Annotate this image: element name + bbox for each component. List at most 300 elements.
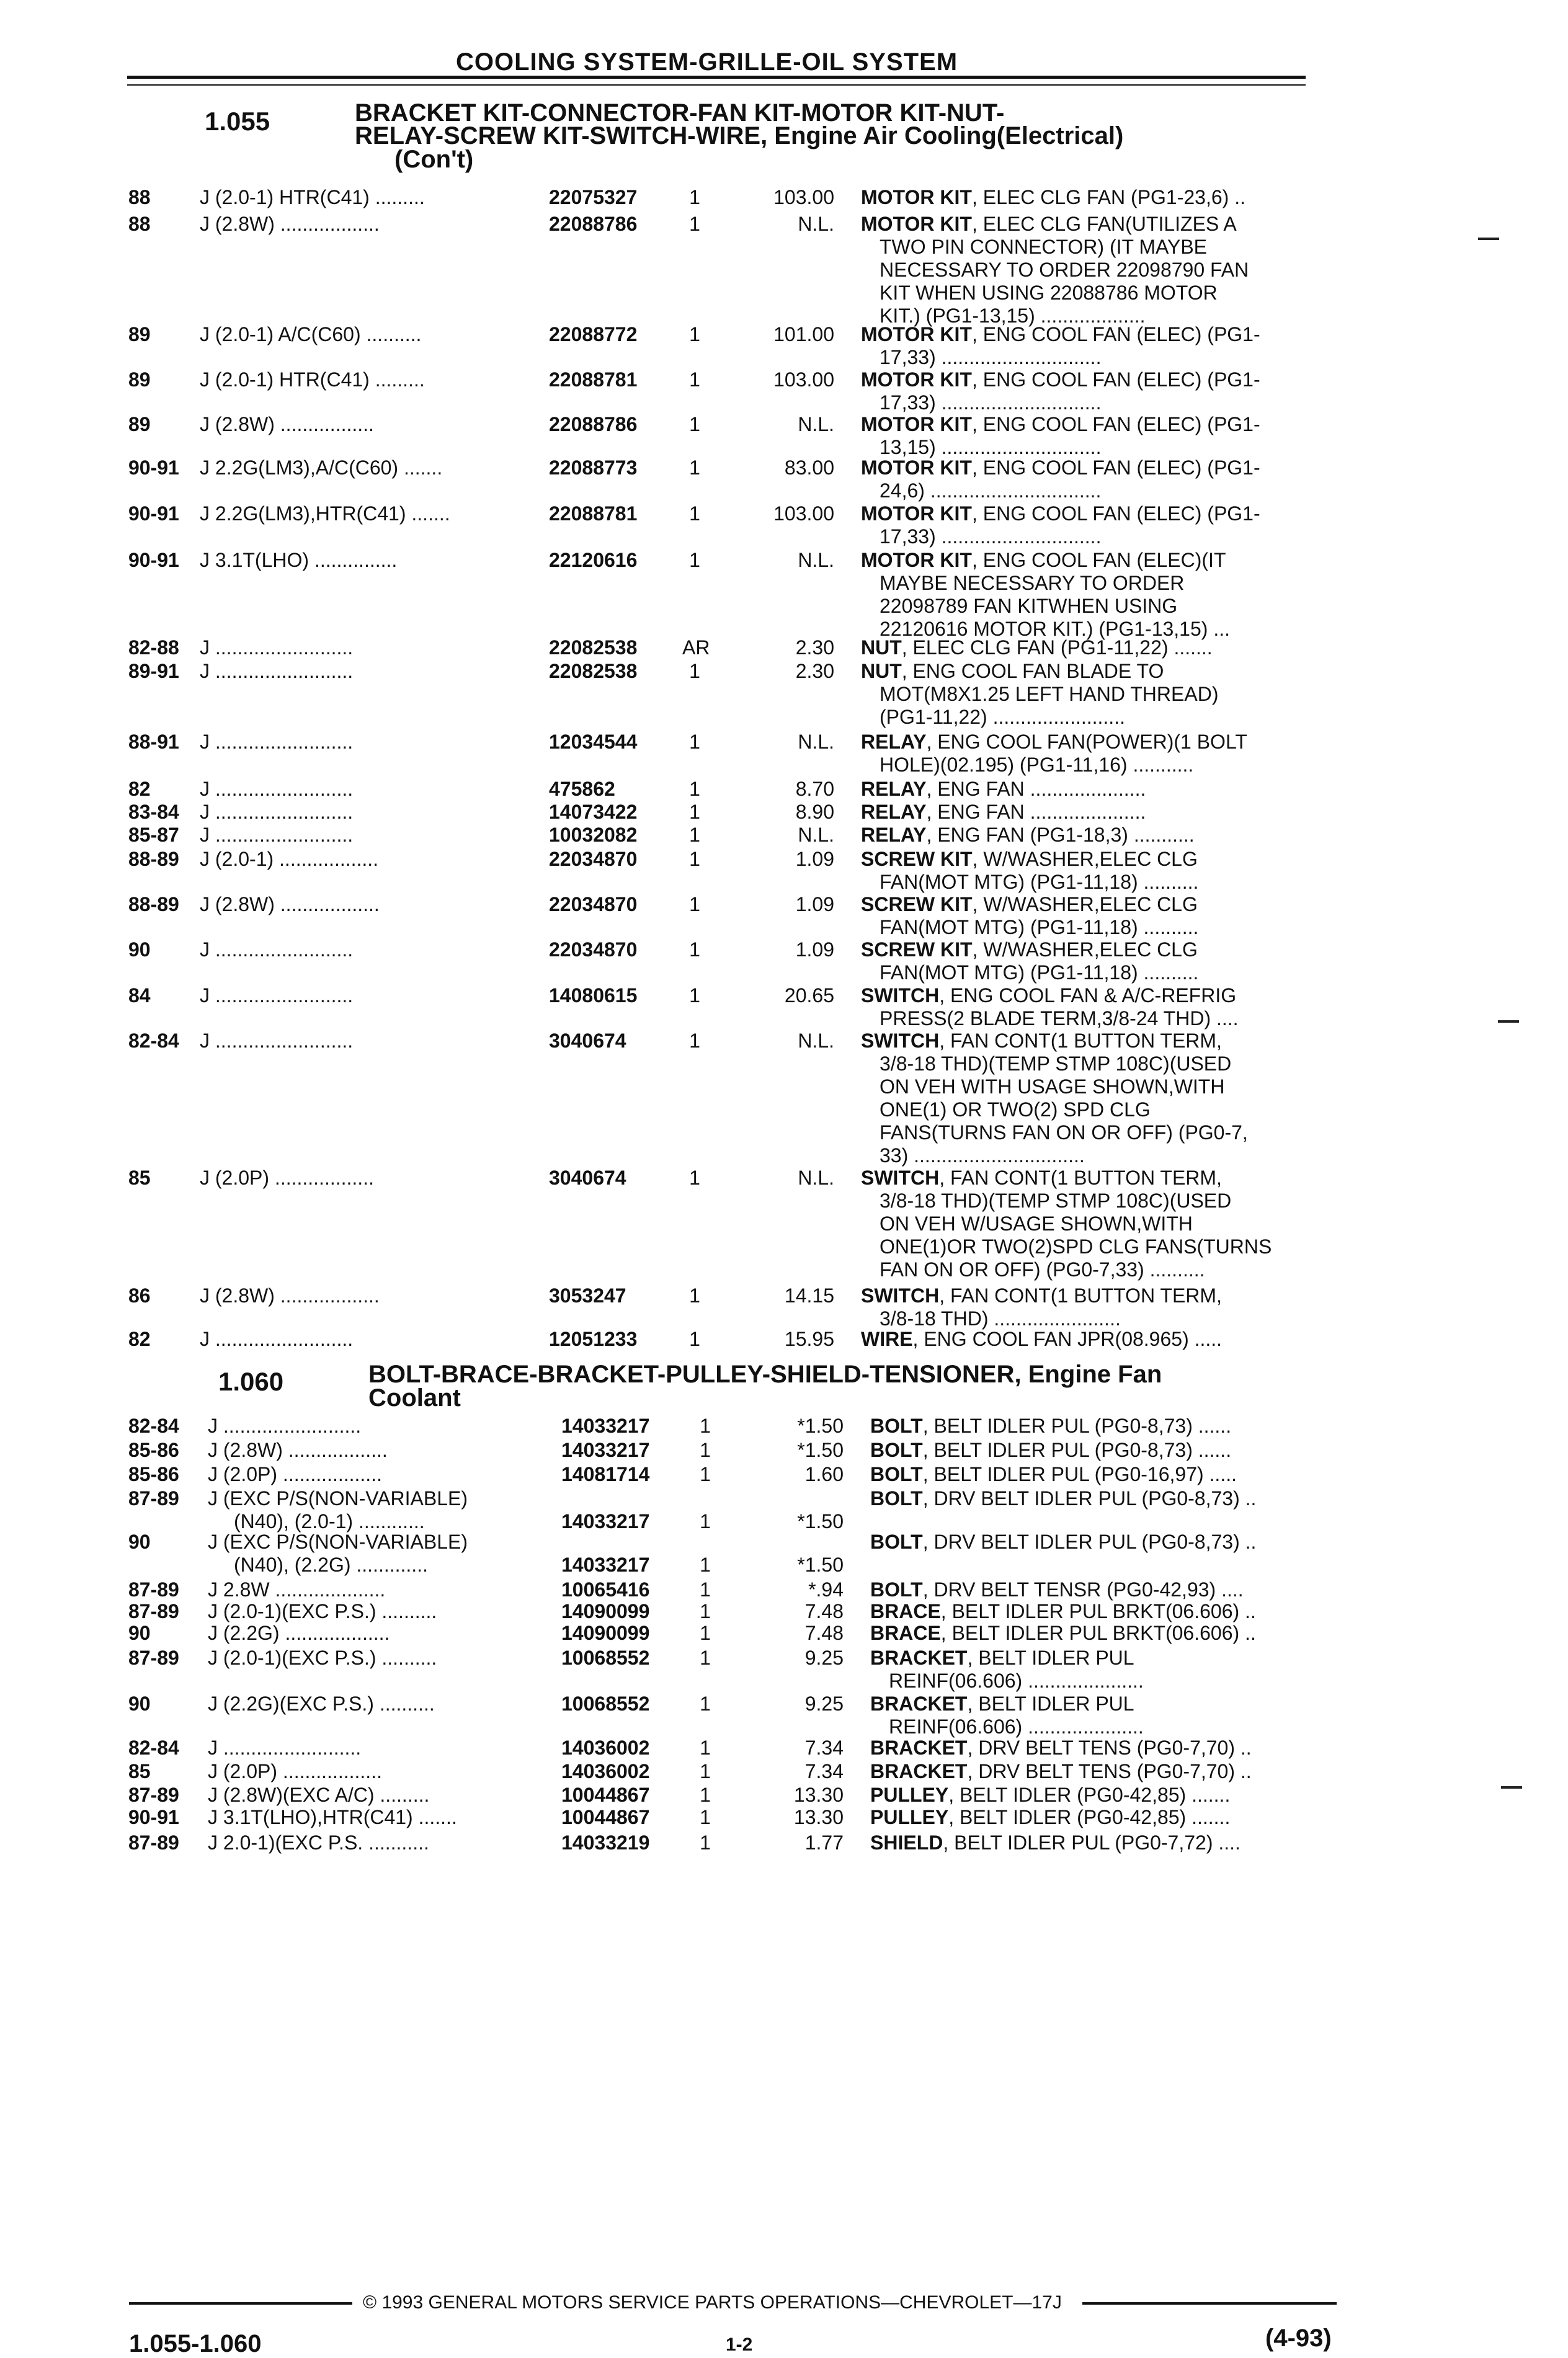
quantity: 1 xyxy=(689,824,700,846)
part-keyword: BOLT xyxy=(870,1415,923,1437)
quantity: 1 xyxy=(689,1030,700,1052)
description-line xyxy=(861,1328,1222,1351)
description-text: , ENG COOL FAN (ELEC) (PG1- xyxy=(971,413,1260,435)
series-usage: J ......................... xyxy=(200,731,354,753)
part-number: 14080615 xyxy=(549,984,638,1007)
series-usage: J (2.2G) ................... xyxy=(208,1622,390,1644)
description-line xyxy=(870,1487,1256,1510)
part-keyword: MOTOR KIT xyxy=(861,413,972,435)
part-description xyxy=(861,186,1245,209)
description-line xyxy=(880,1190,1272,1212)
part-description xyxy=(861,778,1146,801)
description-line xyxy=(861,549,1230,572)
series-usage: J (2.8W)(EXC A/C) ......... xyxy=(208,1784,430,1806)
description-line xyxy=(870,1622,1256,1645)
description-text: , DRV BELT TENSR (PG0-42,93) .... xyxy=(922,1578,1244,1601)
part-description xyxy=(861,323,1260,369)
description-line xyxy=(880,236,1249,259)
list-price: 2.30 xyxy=(795,636,834,659)
list-price: *.94 xyxy=(808,1578,844,1601)
model-years: 85-86 xyxy=(128,1463,179,1485)
quantity: 1 xyxy=(689,456,700,479)
description-text: 17,33) ............................. xyxy=(880,525,1102,548)
series-usage: J (2.8W) .................. xyxy=(200,893,380,915)
quantity: 1 xyxy=(689,213,700,235)
model-years: 88 xyxy=(128,186,151,208)
list-price: *1.50 xyxy=(797,1510,844,1533)
part-keyword: BRACKET xyxy=(870,1737,968,1759)
quantity: 1 xyxy=(700,1439,711,1461)
description-text: 24,6) ............................... xyxy=(880,479,1102,502)
quantity: 1 xyxy=(700,1578,711,1601)
description-text: ONE(1) OR TWO(2) SPD CLG xyxy=(880,1098,1151,1121)
series-usage: J 2.8W .................... xyxy=(208,1578,386,1601)
part-keyword: RELAY xyxy=(861,801,927,823)
part-description xyxy=(861,502,1260,548)
part-keyword: NUT xyxy=(861,636,902,659)
description-text: 33) ............................... xyxy=(880,1144,1085,1167)
model-years: 82-84 xyxy=(128,1737,179,1759)
part-description xyxy=(870,1531,1256,1554)
quantity: 1 xyxy=(689,549,700,571)
description-line xyxy=(880,259,1249,282)
description-line xyxy=(861,636,1213,659)
part-number: 14090099 xyxy=(561,1600,650,1622)
description-line xyxy=(880,754,1247,776)
list-price: 101.00 xyxy=(773,323,834,345)
description-line xyxy=(880,525,1260,548)
list-price: N.L. xyxy=(798,731,834,753)
series-usage: J ......................... xyxy=(200,778,354,800)
series-usage: J (2.0P) .................. xyxy=(208,1463,382,1485)
model-years: 87-89 xyxy=(128,1600,179,1622)
model-years: 85-86 xyxy=(128,1439,179,1461)
part-number: 10044867 xyxy=(561,1806,650,1828)
series-usage: J ......................... xyxy=(200,1030,354,1052)
description-line xyxy=(861,213,1249,236)
margin-mark xyxy=(1478,238,1499,240)
part-description xyxy=(861,848,1198,894)
description-text: ON VEH W/USAGE SHOWN,WITH xyxy=(880,1212,1193,1235)
part-description xyxy=(861,1167,1272,1281)
model-years: 90 xyxy=(128,1622,151,1644)
series-usage-continued: (N40), (2.0-1) ............ xyxy=(234,1510,425,1533)
part-number: 14033217 xyxy=(561,1415,650,1437)
description-text: , BELT IDLER PUL (PG0-16,97) ..... xyxy=(922,1463,1237,1485)
list-price: 9.25 xyxy=(804,1647,844,1669)
series-usage: J ......................... xyxy=(200,801,354,823)
list-price: N.L. xyxy=(798,1030,834,1052)
description-line xyxy=(870,1600,1256,1623)
part-keyword: SWITCH xyxy=(861,1284,940,1307)
description-line xyxy=(861,801,1146,824)
quantity: 1 xyxy=(700,1737,711,1759)
part-description xyxy=(861,456,1260,502)
part-keyword: MOTOR KIT xyxy=(861,456,972,479)
part-description xyxy=(861,1328,1222,1351)
series-usage: J (2.8W) .................. xyxy=(208,1439,388,1461)
list-price: 13.30 xyxy=(793,1784,844,1806)
list-price: N.L. xyxy=(798,824,834,846)
description-line xyxy=(880,282,1249,305)
part-keyword: PULLEY xyxy=(870,1806,949,1828)
description-line xyxy=(870,1737,1252,1760)
quantity: 1 xyxy=(700,1554,711,1576)
description-line xyxy=(861,848,1198,871)
copyright-notice: © 1993 GENERAL MOTORS SERVICE PARTS OPERATIONS—CHEVROLET—17J xyxy=(363,2292,1062,2313)
part-description xyxy=(861,368,1260,414)
description-text: , W/WASHER,ELEC CLG xyxy=(972,848,1198,870)
description-text: 13,15) ............................. xyxy=(880,436,1102,458)
description-line xyxy=(861,731,1247,754)
description-line xyxy=(880,1121,1248,1144)
quantity: 1 xyxy=(700,1600,711,1622)
part-keyword: BOLT xyxy=(870,1463,923,1485)
part-keyword: MOTOR KIT xyxy=(861,323,972,345)
part-number: 22088772 xyxy=(549,323,638,345)
part-keyword: BOLT xyxy=(870,1487,923,1510)
part-keyword: MOTOR KIT xyxy=(861,213,972,235)
part-keyword: BRACE xyxy=(870,1600,941,1622)
series-usage: J ......................... xyxy=(200,938,354,961)
part-number: 14090099 xyxy=(561,1622,650,1644)
part-keyword: WIRE xyxy=(861,1328,913,1350)
description-text: 3/8-18 THD)(TEMP STMP 108C)(USED xyxy=(880,1190,1232,1212)
section-1055-title-line: (Con't) xyxy=(394,146,474,173)
part-description xyxy=(861,1284,1222,1330)
model-years: 87-89 xyxy=(128,1831,179,1854)
quantity: 1 xyxy=(689,801,700,823)
list-price: N.L. xyxy=(798,213,834,235)
part-number: 14033217 xyxy=(561,1510,650,1533)
series-usage: J ......................... xyxy=(200,984,354,1007)
series-usage: J (EXC P/S(NON-VARIABLE) xyxy=(208,1487,468,1510)
model-years: 82-84 xyxy=(128,1030,179,1052)
list-price: *1.50 xyxy=(797,1554,844,1576)
description-text: FAN(MOT MTG) (PG1-11,18) .......... xyxy=(880,871,1199,893)
model-years: 85 xyxy=(128,1167,151,1189)
description-line xyxy=(861,660,1218,683)
part-number: 10068552 xyxy=(561,1647,650,1669)
header-rule xyxy=(127,76,1306,79)
description-line xyxy=(861,984,1239,1007)
list-price: 13.30 xyxy=(793,1806,844,1828)
part-number: 22088773 xyxy=(549,456,638,479)
model-years: 87-89 xyxy=(128,1487,179,1510)
part-number: 10032082 xyxy=(549,824,638,846)
part-description xyxy=(861,1030,1248,1167)
description-text: , DRV BELT TENS (PG0-7,70) .. xyxy=(967,1737,1252,1759)
quantity: 1 xyxy=(689,1167,700,1189)
part-number: 475862 xyxy=(549,778,615,800)
part-keyword: BOLT xyxy=(870,1578,923,1601)
series-usage: J ......................... xyxy=(208,1737,362,1759)
part-keyword: BOLT xyxy=(870,1439,923,1461)
part-number: 14073422 xyxy=(549,801,638,823)
part-number: 14036002 xyxy=(561,1737,650,1759)
quantity: 1 xyxy=(689,938,700,961)
description-text: , FAN CONT(1 BUTTON TERM, xyxy=(939,1167,1222,1189)
description-text: ONE(1)OR TWO(2)SPD CLG FANS(TURNS xyxy=(880,1235,1272,1258)
description-line xyxy=(870,1784,1230,1807)
model-years: 88-89 xyxy=(128,848,179,870)
description-text: 22120616 MOTOR KIT.) (PG1-13,15) ... xyxy=(880,618,1230,640)
part-description xyxy=(870,1622,1256,1645)
description-text: FAN ON OR OFF) (PG0-7,33) .......... xyxy=(880,1258,1205,1281)
part-keyword: BRACKET xyxy=(870,1647,968,1669)
description-line xyxy=(861,323,1260,346)
part-keyword: SCREW KIT xyxy=(861,938,973,961)
description-line xyxy=(880,706,1218,729)
part-keyword: RELAY xyxy=(861,731,927,753)
model-years: 82-88 xyxy=(128,636,179,659)
part-number: 14036002 xyxy=(561,1760,650,1782)
model-years: 88-89 xyxy=(128,893,179,915)
part-description xyxy=(861,824,1195,847)
description-line xyxy=(861,1284,1222,1307)
part-keyword: MOTOR KIT xyxy=(861,549,972,571)
list-price: *1.50 xyxy=(797,1439,844,1461)
part-keyword: SHIELD xyxy=(870,1831,943,1854)
part-keyword: BRACE xyxy=(870,1622,941,1644)
description-line xyxy=(880,1307,1222,1330)
list-price: 8.70 xyxy=(795,778,834,800)
quantity: 1 xyxy=(689,778,700,800)
description-text: , W/WASHER,ELEC CLG xyxy=(972,938,1198,961)
margin-mark xyxy=(1501,1786,1522,1789)
part-keyword: SWITCH xyxy=(861,984,940,1007)
part-number: 10065416 xyxy=(561,1578,650,1601)
description-text: (PG1-11,22) ........................ xyxy=(880,706,1125,728)
quantity: 1 xyxy=(700,1806,711,1828)
part-keyword: RELAY xyxy=(861,778,927,800)
series-usage: J 2.0-1)(EXC P.S. ........... xyxy=(208,1831,429,1854)
description-line xyxy=(870,1831,1241,1854)
part-description xyxy=(870,1439,1231,1462)
quantity: 1 xyxy=(700,1647,711,1669)
list-price: 1.09 xyxy=(795,848,834,870)
description-line xyxy=(880,1052,1248,1075)
part-number: 3040674 xyxy=(549,1030,626,1052)
description-text: , BELT IDLER (PG0-42,85) ....... xyxy=(948,1806,1231,1828)
section-1060-title-line: BOLT-BRACE-BRACKET-PULLEY-SHIELD-TENSIONER, Engine Fan xyxy=(368,1361,1162,1388)
description-text: REINF(06.606) ..................... xyxy=(889,1670,1144,1692)
series-usage: J (EXC P/S(NON-VARIABLE) xyxy=(208,1531,468,1553)
list-price: 8.90 xyxy=(795,801,834,823)
quantity: 1 xyxy=(700,1760,711,1782)
model-years: 90 xyxy=(128,938,151,961)
description-text: TWO PIN CONNECTOR) (IT MAYBE xyxy=(880,236,1208,258)
list-price: 103.00 xyxy=(773,502,834,525)
list-price: 7.48 xyxy=(804,1622,844,1644)
description-line xyxy=(870,1806,1230,1829)
description-text: , ENG COOL FAN JPR(08.965) ..... xyxy=(912,1328,1223,1350)
quantity: 1 xyxy=(689,848,700,870)
quantity: 1 xyxy=(689,368,700,391)
description-text: , ENG COOL FAN BLADE TO xyxy=(901,660,1164,682)
description-text: , DRV BELT IDLER PUL (PG0-8,73) .. xyxy=(922,1531,1257,1553)
description-text: , ENG FAN ..................... xyxy=(926,778,1146,800)
model-years: 90-91 xyxy=(128,502,179,525)
description-line xyxy=(880,346,1260,369)
description-text: , BELT IDLER PUL xyxy=(967,1647,1134,1669)
description-text: , ENG COOL FAN (ELEC) (PG1- xyxy=(971,456,1260,479)
list-price: N.L. xyxy=(798,549,834,571)
list-price: 15.95 xyxy=(784,1328,834,1350)
description-text: , BELT IDLER PUL xyxy=(967,1693,1134,1715)
description-text: MOT(M8X1.25 LEFT HAND THREAD) xyxy=(880,683,1219,705)
model-years: 84 xyxy=(128,984,151,1007)
part-description xyxy=(861,731,1247,776)
part-description xyxy=(870,1578,1244,1601)
list-price: 7.48 xyxy=(804,1600,844,1622)
part-keyword: MOTOR KIT xyxy=(861,186,972,208)
series-usage: J (2.8W) .................. xyxy=(200,1284,380,1307)
list-price: 1.60 xyxy=(804,1463,844,1485)
description-text: 3/8-18 THD) ....................... xyxy=(880,1307,1121,1330)
description-text: , ENG FAN ..................... xyxy=(926,801,1146,823)
description-text: PRESS(2 BLADE TERM,3/8-24 THD) .... xyxy=(880,1007,1239,1030)
series-usage: J ......................... xyxy=(200,636,354,659)
description-line xyxy=(861,938,1198,961)
series-usage: J (2.0-1)(EXC P.S.) .......... xyxy=(208,1600,437,1622)
description-line xyxy=(861,778,1146,801)
part-number: 22088781 xyxy=(549,368,638,391)
model-years: 88 xyxy=(128,213,151,235)
description-text: , ENG COOL FAN & A/C-REFRIG xyxy=(939,984,1237,1007)
part-description xyxy=(870,1463,1237,1486)
quantity: 1 xyxy=(689,413,700,435)
description-line xyxy=(880,1144,1248,1167)
description-text: , BELT IDLER PUL (PG0-7,72) .... xyxy=(943,1831,1241,1854)
model-years: 90-91 xyxy=(128,456,179,479)
part-description xyxy=(861,938,1198,984)
description-text: , DRV BELT TENS (PG0-7,70) .. xyxy=(967,1760,1252,1782)
description-line xyxy=(870,1415,1231,1438)
description-text: , BELT IDLER PUL BRKT(06.606) .. xyxy=(940,1622,1256,1644)
description-text: , BELT IDLER PUL BRKT(06.606) .. xyxy=(940,1600,1256,1622)
description-text: , ENG COOL FAN (ELEC) (PG1- xyxy=(971,368,1260,391)
description-text: KIT WHEN USING 22088786 MOTOR xyxy=(880,282,1218,304)
part-number: 10068552 xyxy=(561,1693,650,1715)
part-description xyxy=(870,1737,1252,1760)
description-line xyxy=(880,479,1260,502)
description-text: FAN(MOT MTG) (PG1-11,18) .......... xyxy=(880,961,1199,984)
model-years: 87-89 xyxy=(128,1647,179,1669)
part-description xyxy=(861,213,1249,327)
description-text: , BELT IDLER PUL (PG0-8,73) ...... xyxy=(922,1415,1232,1437)
description-text: NECESSARY TO ORDER 22098790 FAN xyxy=(880,259,1249,281)
part-number: 22088786 xyxy=(549,413,638,435)
list-price: 103.00 xyxy=(773,186,834,208)
quantity: AR xyxy=(682,636,710,659)
part-number: 14081714 xyxy=(561,1463,650,1485)
list-price: 20.65 xyxy=(784,984,834,1007)
model-years: 86 xyxy=(128,1284,151,1307)
list-price: N.L. xyxy=(798,1167,834,1189)
model-years: 90 xyxy=(128,1693,151,1715)
quantity: 1 xyxy=(700,1622,711,1644)
description-text: FAN(MOT MTG) (PG1-11,18) .......... xyxy=(880,916,1199,938)
series-usage: J (2.8W) .................. xyxy=(200,213,380,235)
part-description xyxy=(870,1760,1252,1783)
part-description xyxy=(861,413,1260,459)
part-number: 22034870 xyxy=(549,893,638,915)
quantity: 1 xyxy=(700,1415,711,1437)
series-usage: J (2.0-1) A/C(C60) .......... xyxy=(200,323,422,345)
description-text: REINF(06.606) ..................... xyxy=(889,1715,1144,1738)
footer-section-range: 1.055-1.060 xyxy=(129,2330,262,2357)
part-number: 22088786 xyxy=(549,213,638,235)
part-number: 10044867 xyxy=(561,1784,650,1806)
part-description xyxy=(870,1600,1256,1623)
list-price: 7.34 xyxy=(804,1737,844,1759)
description-line xyxy=(861,893,1198,916)
section-1055-title-line: RELAY-SCREW KIT-SWITCH-WIRE, Engine Air Cooling(Electrical) xyxy=(355,122,1124,149)
description-line xyxy=(880,683,1218,706)
series-usage: J 3.1T(LHO),HTR(C41) ....... xyxy=(208,1806,457,1828)
description-line xyxy=(880,595,1230,618)
description-line xyxy=(861,502,1260,525)
part-description xyxy=(870,1693,1144,1738)
quantity: 1 xyxy=(700,1784,711,1806)
model-years: 85 xyxy=(128,1760,151,1782)
part-keyword: SCREW KIT xyxy=(861,893,973,915)
part-description xyxy=(870,1647,1144,1693)
description-line xyxy=(870,1647,1144,1670)
part-number: 3040674 xyxy=(549,1167,626,1189)
series-usage: J (2.0-1) HTR(C41) ......... xyxy=(200,368,425,391)
section-1055-number: 1.055 xyxy=(205,107,270,136)
margin-mark xyxy=(1498,1020,1519,1023)
part-number: 12051233 xyxy=(549,1328,638,1350)
list-price: 1.77 xyxy=(804,1831,844,1854)
quantity: 1 xyxy=(689,1328,700,1350)
description-text: , ELEC CLG FAN (PG1-11,22) ....... xyxy=(901,636,1213,659)
description-line xyxy=(880,1235,1272,1258)
part-number: 14033219 xyxy=(561,1831,650,1854)
quantity: 1 xyxy=(689,1284,700,1307)
quantity: 1 xyxy=(689,660,700,682)
quantity: 1 xyxy=(689,984,700,1007)
description-text: , ENG COOL FAN(POWER)(1 BOLT xyxy=(926,731,1247,753)
model-years: 90-91 xyxy=(128,1806,179,1828)
description-text: KIT.) (PG1-13,15) ................... xyxy=(880,305,1146,327)
description-text: ON VEH WITH USAGE SHOWN,WITH xyxy=(880,1075,1225,1098)
description-text: , ENG COOL FAN (ELEC) (PG1- xyxy=(971,323,1260,345)
series-usage: J 2.2G(LM3),HTR(C41) ....... xyxy=(200,502,450,525)
description-line xyxy=(880,1075,1248,1098)
description-line xyxy=(861,1030,1248,1052)
part-number: 22082538 xyxy=(549,660,638,682)
description-line xyxy=(861,1167,1272,1190)
part-number: 22088781 xyxy=(549,502,638,525)
list-price: N.L. xyxy=(798,413,834,435)
part-description xyxy=(861,549,1230,641)
part-keyword: SCREW KIT xyxy=(861,848,973,870)
series-usage: J (2.0P) .................. xyxy=(200,1167,374,1189)
quantity: 1 xyxy=(700,1831,711,1854)
model-years: 82-84 xyxy=(128,1415,179,1437)
part-description xyxy=(861,984,1239,1030)
model-years: 82 xyxy=(128,1328,151,1350)
part-description xyxy=(870,1831,1241,1854)
series-usage: J 3.1T(LHO) ............... xyxy=(200,549,398,571)
part-number: 22082538 xyxy=(549,636,638,659)
description-line xyxy=(870,1463,1237,1486)
model-years: 83-84 xyxy=(128,801,179,823)
part-keyword: PULLEY xyxy=(870,1784,949,1806)
